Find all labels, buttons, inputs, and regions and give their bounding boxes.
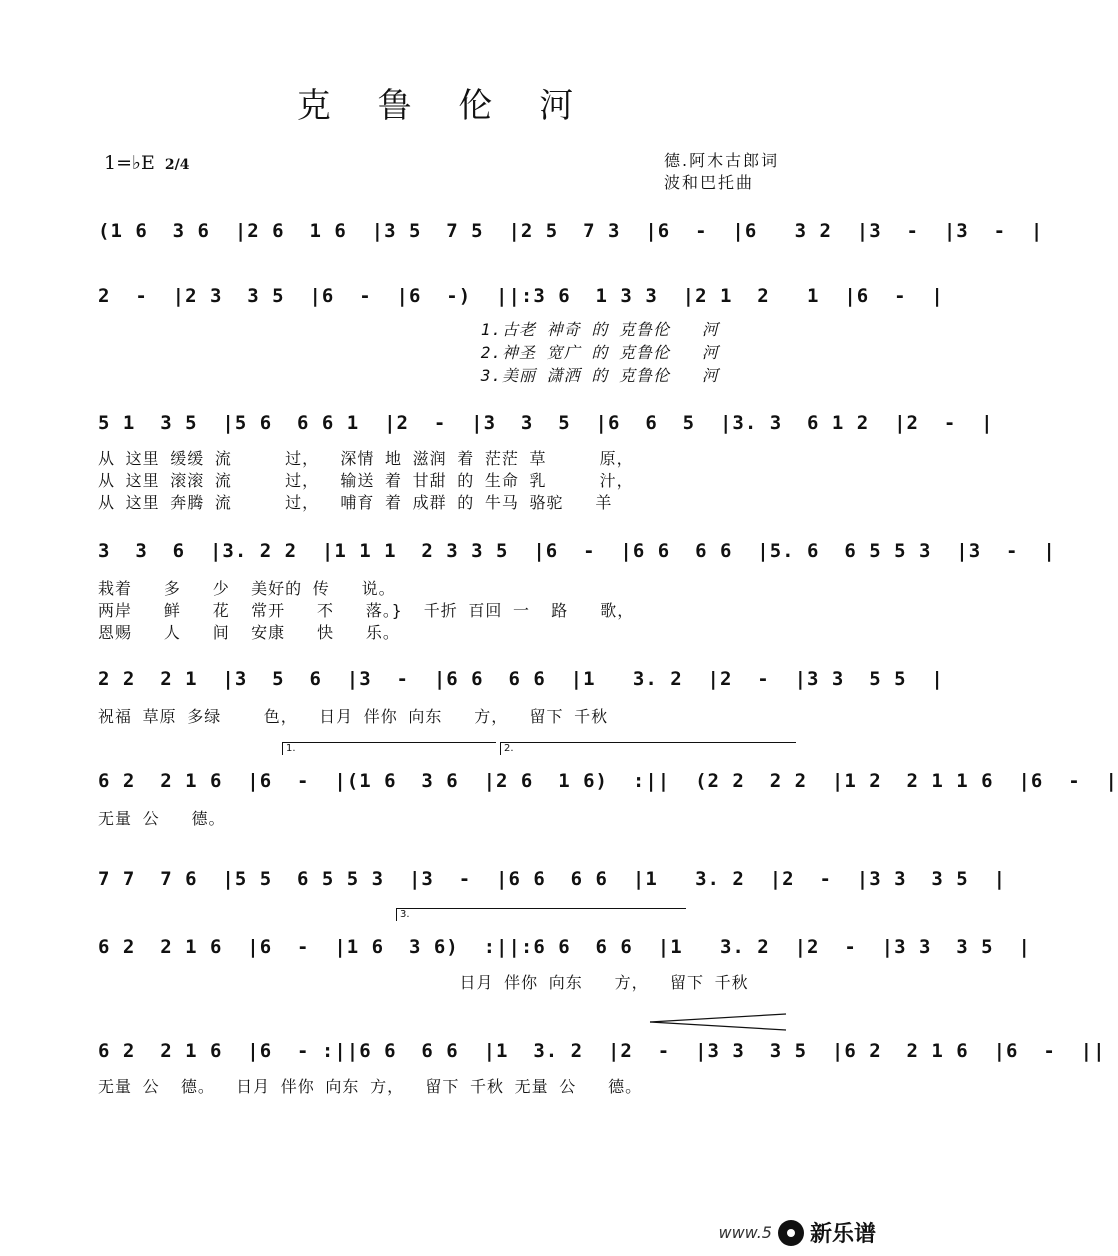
time-signature: 2/4	[164, 157, 190, 173]
lyric-row-4-verse-1: 栽着 多 少 美好的 传 说。	[98, 579, 396, 598]
watermark-brand: 新乐谱	[809, 1222, 876, 1247]
staff-row-3	[98, 412, 994, 512]
lyric-row-5: 祝福 草原 多绿 色， 日月 伴你 向东 方， 留下 千秋	[98, 707, 609, 726]
composer: 波和巴托曲	[664, 173, 755, 192]
lyricist: 德.阿木古郎词	[664, 151, 780, 170]
lyric-row-6: 无量 公 德。	[98, 809, 226, 828]
decrescendo-hairpin	[650, 1010, 790, 1034]
volta-first: 1.	[282, 742, 496, 755]
notes-row-6: 6 2 2 1 6 |6 - |(1 6 3 6 |2 6 1 6) :|| (2 2 2 2 |1 2 2 1 1 6 |6 - |	[98, 770, 1118, 792]
notes-row-9: 6 2 2 1 6 |6 - :||6 6 6 6 |1 3. 2 |2 - |3 3 3 5 |6 2 2 1 6 |6 - ||	[98, 1040, 1106, 1062]
staff-row-8	[98, 936, 1031, 992]
staff-row-4	[98, 540, 1056, 642]
lyric-row-9: 无量 公 德。 日月 伴你 向东 方， 留下 千秋 无量 公 德。	[98, 1077, 643, 1096]
lyric-row-3-verse-3: 从 这里 奔腾 流 过， 哺育 着 成群 的 牛马 骆驼 羊	[98, 493, 613, 512]
volta-second: 2.	[500, 742, 796, 755]
notes-row-7: 7 7 7 6 |5 5 6 5 5 3 |3 - |6 6 6 6 |1 3. 2 |2 - |3 3 3 5 |	[98, 868, 1007, 890]
watermark-url: www.5	[718, 1223, 772, 1242]
lyric-row-2-verse-3: 3.美丽 潇洒 的 克鲁伦 河	[98, 366, 719, 385]
record-disc-icon	[778, 1220, 804, 1246]
credits	[664, 150, 779, 194]
lyric-row-8: 日月 伴你 向东 方， 留下 千秋	[98, 973, 749, 992]
staff-row-5	[98, 668, 944, 726]
lyric-row-4-verse-3: 恩赐 人 间 安康 快 乐。	[98, 623, 400, 642]
notes-row-2: 2 - |2 3 3 5 |6 - |6 -) ||:3 6 1 3 3 |2 1 2 1 |6 - |	[98, 285, 944, 307]
lyric-row-4-verse-2: 两岸 鲜 花 常开 不 落。} 千折 百回 一 路 歌，	[98, 601, 635, 620]
notes-row-8: 6 2 2 1 6 |6 - |1 6 3 6) :||:6 6 6 6 |1 3. 2 |2 - |3 3 3 5 |	[98, 936, 1031, 958]
lyric-row-2-verse-1: 1.古老 神奇 的 克鲁伦 河	[98, 320, 719, 339]
notes-row-5: 2 2 2 1 |3 5 6 |3 - |6 6 6 6 |1 3. 2 |2 - |3 3 5 5 |	[98, 668, 944, 690]
lyric-row-3-verse-2: 从 这里 滚滚 流 过， 输送 着 甘甜 的 生命 乳 汁，	[98, 471, 634, 490]
notes-row-1: (1 6 3 6 |2 6 1 6 |3 5 7 5 |2 5 7 3 |6 - |6 3 2 |3 - |3 - |	[98, 220, 1044, 242]
staff-row-7	[98, 868, 1007, 908]
notes-row-4: 3 3 6 |3. 2 2 |1 1 1 2 3 3 5 |6 - |6 6 6 6 |5. 6 6 5 5 3 |3 - |	[98, 540, 1056, 562]
key-signature	[104, 152, 190, 174]
key-label: 1=♭E	[104, 152, 155, 174]
site-watermark	[718, 1217, 876, 1248]
staff-row-1	[98, 220, 1044, 260]
lyric-row-2-verse-2: 2.神圣 宽广 的 克鲁伦 河	[98, 343, 719, 362]
staff-row-2	[98, 285, 944, 385]
staff-row-6	[98, 770, 1118, 828]
notes-row-3: 5 1 3 5 |5 6 6 6 1 |2 - |3 3 5 |6 6 5 |3. 3 6 1 2 |2 - |	[98, 412, 994, 434]
staff-row-9	[98, 1040, 1106, 1096]
volta-third: 3.	[396, 908, 686, 921]
lyric-row-3-verse-1: 从 这里 缓缓 流 过， 深情 地 滋润 着 茫茫 草 原，	[98, 449, 634, 468]
score-title: 克 鲁 伦 河	[296, 86, 592, 126]
